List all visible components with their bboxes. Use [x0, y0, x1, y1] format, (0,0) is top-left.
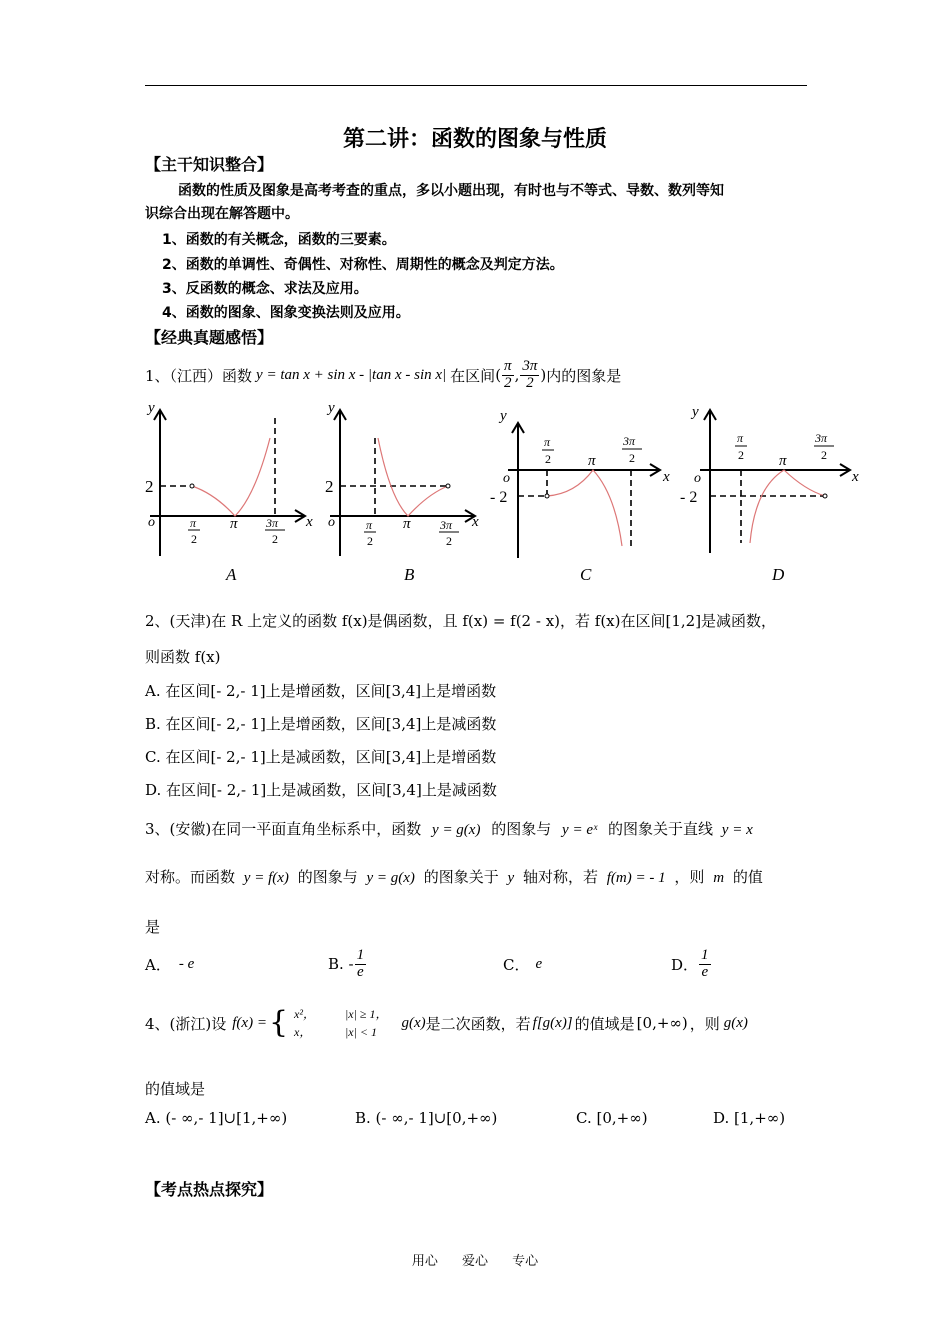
- q3-l1-formula-3: y = x: [721, 822, 753, 838]
- knowledge-item-2: 2、函数的单调性、奇偶性、对称性、周期性的概念及判定方法。: [162, 257, 564, 273]
- graph-c-pi: π: [588, 453, 596, 469]
- graph-d-y-label: y: [692, 404, 699, 420]
- graph-d-half-pi-num: π: [737, 431, 744, 445]
- header-rule: [145, 85, 807, 86]
- page-title: 第二讲：函数的图象与性质: [342, 127, 607, 152]
- q1-interval-start: $\frac{\pi}{2}$: [504, 357, 512, 391]
- knowledge-item-1: 1、函数的有关概念，函数的三要素。: [162, 232, 396, 248]
- graph-b-x-label: x: [472, 514, 479, 530]
- graph-b-label: B: [404, 565, 415, 584]
- footer-word-3: 专心: [512, 1254, 539, 1269]
- q1-formula: y = tan x + sin x - |tan x - sin x|: [256, 366, 447, 383]
- graph-d-label: D: [772, 565, 785, 584]
- graph-a-x-label: x: [306, 514, 313, 530]
- graph-b-3half-pi-den: 2: [446, 534, 452, 548]
- q4-gx2: g(x): [723, 1014, 748, 1031]
- graph-c: [490, 398, 685, 588]
- q4-then: ，则: [689, 1014, 720, 1033]
- graph-d: [680, 398, 870, 588]
- q4-middle2: 的值域是: [574, 1014, 635, 1033]
- graph-c-x-label: x: [663, 469, 670, 485]
- question-3-option-c: C． e: [503, 955, 543, 974]
- q1-interval-left: (: [495, 366, 502, 384]
- question-2-line-2: 则函数 f(x): [145, 648, 221, 666]
- graph-a-3half-pi-den: 2: [272, 532, 278, 546]
- graph-a: [140, 398, 320, 588]
- question-4-option-b: B. (- ∞,- 1]∪[0,+∞): [355, 1109, 498, 1127]
- graph-c-3half-pi-num: 3π: [623, 434, 636, 448]
- graph-a-3half-pi-num: 3π: [266, 516, 279, 530]
- q4-fgx: f[g(x)]: [532, 1014, 573, 1031]
- graph-b-half-pi-den: 2: [367, 534, 373, 548]
- graph-b-y-label: y: [328, 400, 335, 416]
- question-2-option-d: D. 在区间[- 2,- 1]上是减函数，区间[3,4]上是减函数: [145, 781, 497, 799]
- graph-a-half-pi-den: 2: [191, 532, 197, 546]
- q3-l2-text-b: 的图象与: [297, 868, 358, 886]
- q3-l2-text-c: 的图象关于: [423, 868, 499, 886]
- page-footer: [0, 1250, 950, 1269]
- question-1-stem: [145, 352, 621, 398]
- q3-l2-formula-4: f(m) = - 1: [606, 870, 666, 886]
- question-4-option-a: A. (- ∞,- 1]∪[1,+∞): [145, 1109, 288, 1127]
- graph-d-level-neg2: - 2: [680, 489, 698, 506]
- question-2-option-a: A. 在区间[- 2,- 1]上是增函数，区间[3,4]上是增函数: [145, 682, 497, 700]
- q3-l2-formula-3: y: [507, 870, 515, 886]
- q4-piecewise-cond: |x| ≥ 1， |x| < 1: [344, 1007, 388, 1039]
- section-heading-classic-problems: 【经典真题感悟】: [145, 328, 274, 347]
- q1-interval-end: $\frac{3\pi}{2}$: [522, 357, 538, 391]
- q1-suffix: 内的图象是: [546, 366, 622, 385]
- q3-l2-text-f: 的值: [732, 868, 763, 886]
- graph-b-curve: [378, 438, 448, 516]
- footer-word-2: 爱心: [461, 1254, 488, 1269]
- graph-c-3half-pi-den: 2: [629, 451, 635, 465]
- graph-d-half-pi-den: 2: [738, 448, 744, 462]
- q3-l2-formula-2: y = g(x): [366, 870, 415, 886]
- graph-a-half-pi-num: π: [190, 516, 197, 530]
- intro-line-1: 函数的性质及图象是高考考查的重点，多以小题出现，有时也与不等式、导数、数列等知: [178, 183, 724, 199]
- q3-l1-text-a: 3、(安徽)在同一平面直角坐标系中，函数: [145, 820, 422, 838]
- q3-l2-text-e: ，则: [674, 868, 705, 886]
- graph-b-half-pi-num: π: [366, 518, 373, 532]
- graph-c-half-pi-den: 2: [545, 452, 551, 466]
- q3-l1-text-c: 的图象关于直线: [608, 820, 714, 838]
- q4-middle: 是二次函数，若: [425, 1014, 531, 1033]
- question-4-option-c: C. [0,+∞): [576, 1109, 648, 1127]
- q3-l1-text-b: 的图象与: [491, 820, 552, 838]
- q4-range: [0,+∞): [636, 1014, 688, 1032]
- question-3-option-d: D． $\frac{1}{e}$: [671, 946, 709, 980]
- graph-d-curve: [750, 470, 825, 543]
- graph-c-curve: [547, 470, 622, 546]
- graph-a-origin: o: [148, 515, 155, 530]
- graph-a-level-2: 2: [145, 477, 154, 496]
- question-3-line-2: [145, 866, 763, 887]
- q3-l1-formula-1: y = g(x): [432, 822, 481, 838]
- q3-l2-formula-5: m: [713, 870, 725, 886]
- question-3-line-1: [145, 818, 757, 839]
- knowledge-item-3: 3、反函数的概念、求法及应用。: [162, 281, 368, 297]
- question-2-line-1: 2、(天津)在 R 上定义的函数 f(x)是偶函数，且 f(x) = f(2 - x)，若 f(x)在区间[1,2]是减函数，: [145, 612, 777, 630]
- question-2-option-c: C. 在区间[- 2,- 1]上是减函数，区间[3,4]上是增函数: [145, 748, 497, 766]
- question-3-option-b: B. - $\frac{1}{e}$: [328, 946, 365, 980]
- graph-d-pi: π: [779, 453, 787, 469]
- graph-a-pi: π: [230, 516, 238, 532]
- q4-prefix: 4、(浙江)设: [145, 1014, 227, 1033]
- knowledge-item-4: 4、函数的图象、图象变换法则及应用。: [162, 305, 410, 321]
- graph-d-origin: o: [694, 471, 701, 486]
- q1-interval-sep: ,: [514, 366, 520, 384]
- question-4-line-1: [145, 998, 748, 1048]
- question-2-option-b: B. 在区间[- 2,- 1]上是增函数，区间[3,4]上是减函数: [145, 715, 497, 733]
- question-3-option-a: A． - e: [145, 955, 195, 974]
- graph-b: [320, 398, 495, 588]
- graph-b-pi: π: [403, 516, 411, 532]
- q4-gx: g(x): [401, 1014, 426, 1031]
- graph-a-label: A: [226, 565, 237, 584]
- graph-b-3half-pi-num: 3π: [440, 518, 453, 532]
- q4-fx: f(x) =: [232, 1014, 267, 1031]
- footer-word-1: 用心: [411, 1254, 438, 1269]
- graph-c-level-neg2: - 2: [490, 489, 508, 506]
- q1-middle: 在区间: [450, 366, 496, 385]
- graph-b-level-2: 2: [325, 477, 334, 496]
- graph-d-3half-pi-den: 2: [821, 448, 827, 462]
- graph-c-y-label: y: [500, 408, 507, 424]
- graph-d-3half-pi-num: 3π: [815, 431, 828, 445]
- q4-piecewise-expr: x²， x，: [294, 1007, 315, 1039]
- q1-prefix: 1、（江西）函数: [145, 366, 253, 385]
- question-4-option-d: D. [1,+∞): [713, 1109, 786, 1127]
- graph-c-half-pi-num: π: [544, 435, 551, 449]
- q4-brace: {: [268, 1005, 289, 1040]
- graph-a-curve: [192, 438, 270, 516]
- graph-c-label: C: [580, 565, 592, 584]
- graph-d-x-label: x: [852, 469, 859, 485]
- q3-l1-formula-2: y = eˣ: [562, 822, 598, 838]
- graph-b-origin: o: [328, 515, 335, 530]
- q3-l2-text-a: 对称。而函数: [145, 868, 236, 886]
- question-3-line-3: 是: [145, 918, 161, 936]
- q3-l2-text-d: 轴对称，若: [522, 868, 598, 886]
- graph-a-y-label: y: [148, 400, 155, 416]
- intro-line-2: 识综合出现在解答题中。: [145, 206, 299, 222]
- q1-interval-right: ): [540, 366, 547, 384]
- section-heading-hot-topics: 【考点热点探究】: [145, 1180, 274, 1199]
- q3-l2-formula-1: y = f(x): [243, 870, 289, 886]
- question-4-line-2: 的值域是: [145, 1080, 206, 1098]
- section-heading-main-knowledge: 【主干知识整合】: [145, 155, 274, 174]
- graph-c-origin: o: [503, 471, 510, 486]
